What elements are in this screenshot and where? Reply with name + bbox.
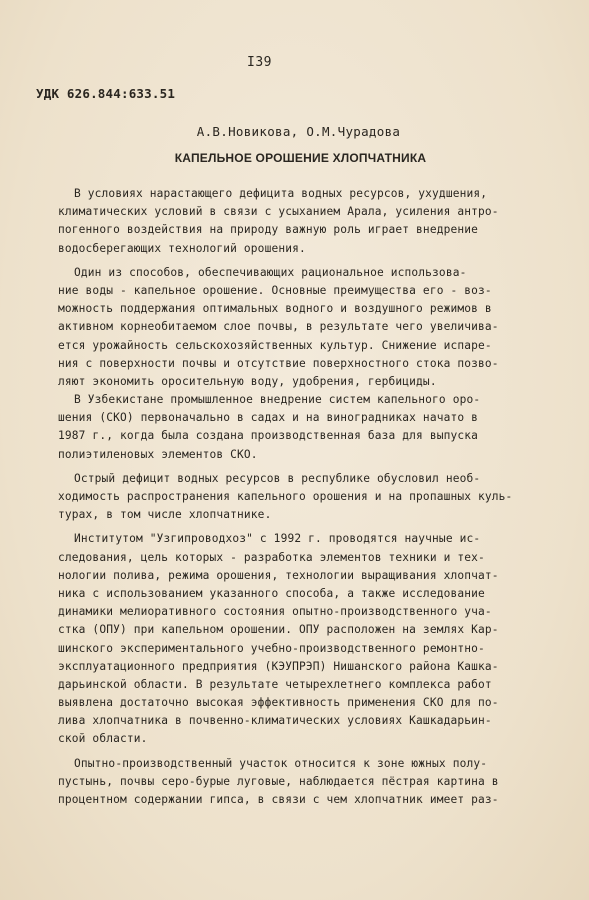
text-line: Опытно-производственный участок относится к зоне южных полу-: [74, 756, 488, 770]
text-line: стка (ОПУ) при капельном орошении. ОПУ расположен на землях Кар-: [58, 623, 499, 637]
text-line: выявлена достаточно высокая эффективность применения СКО для по-: [58, 696, 499, 710]
text-line: дарьинской области. В результате четырехлетнего комплекса работ: [58, 677, 492, 691]
text-line: эксплуатационного предприятия (КЭУПРЭП) Нишанского района Кашка-: [58, 659, 499, 673]
text-line: ходимость распространения капельного орошения и на пропашных куль-: [58, 490, 513, 503]
text-line: водосберегающих технологий орошения.: [58, 241, 306, 255]
text-line: В условиях нарастающего дефицита водных ресурсов, ухудшения,: [74, 187, 488, 200]
paragraph: [58, 755, 558, 810]
text-line: пустынь, почвы серо-бурые луговые, наблюдается пёстрая картина в: [58, 774, 499, 788]
text-line: динамики мелиоративного состояния опытно-производственного уча-: [58, 605, 492, 619]
text-line: ника с использованием указанного способа, а также исследование: [58, 586, 485, 600]
paragraph: [58, 391, 558, 464]
text-line: погенного воздействия на природу важную роль играет внедрение: [58, 223, 479, 237]
page-number: I39: [247, 55, 272, 70]
udk-code: УДК 626.844:633.51: [36, 86, 176, 101]
text-line: нологии полива, режима орошения, технологии выращивания хлопчат-: [58, 568, 499, 582]
text-line: шинского экспериментального учебно-производственного ремонтно-: [58, 641, 485, 655]
text-line: турах, в том числе хлопчатнике.: [58, 508, 272, 522]
paragraph: [58, 185, 558, 258]
text-line: 1987 г., когда была создана производственная база для выпуска: [58, 429, 479, 443]
text-line: Институтом "Узгипроводхоз" с 1992 г. проводятся научные ис-: [74, 532, 481, 546]
text-line: ской области.: [58, 732, 148, 746]
text-line: лива хлопчатника в почвенно-климатических условиях Кашкадарьин-: [58, 714, 492, 728]
text-line: В Узбекистане промышленное внедрение систем капельного оро-: [74, 393, 481, 407]
text-line: полиэтиленовых элементов СКО.: [58, 447, 258, 461]
text-line: ется урожайность сельскохозяйственных культур. Снижение испаре-: [58, 338, 492, 352]
text-line: Один из способов, обеспечивающих рациональное использова-: [74, 265, 467, 279]
paragraph: [58, 470, 558, 525]
text-line: Острый дефицит водных ресурсов в республике обусловил необ-: [74, 471, 481, 485]
authors: А.В.Новикова, О.М.Чурадова: [196, 124, 401, 139]
text-line: следования, цель которых - разработка элементов техники и тех-: [58, 550, 485, 564]
article-body: [58, 185, 558, 809]
text-line: климатических условий в связи с усыханием Арала, усиления антро-: [58, 205, 499, 219]
article-title: КАПЕЛЬНОЕ ОРОШЕНИЕ ХЛОПЧАТНИКА: [174, 151, 427, 165]
paragraph: [58, 530, 558, 748]
text-line: ние воды - капельное орошение. Основные преимущества его - воз-: [58, 283, 492, 297]
text-line: ния с поверхности почвы и отсутствие поверхностного стока позво-: [58, 356, 499, 370]
text-line: можность поддержания оптимальных водного и воздушного режимов в: [58, 302, 492, 316]
paragraph: [58, 264, 558, 391]
text-line: шения (СКО) первоначально в садах и на виноградниках начато в: [58, 411, 479, 425]
text-line: ляют экономить оросительную воду, удобрения, гербициды.: [58, 374, 437, 388]
text-line: процентном содержании гипса, в связи с чем хлопчатник имеет раз-: [58, 793, 499, 806]
text-line: активном корнеобитаемом слое почвы, в результате чего увеличива-: [58, 320, 499, 334]
